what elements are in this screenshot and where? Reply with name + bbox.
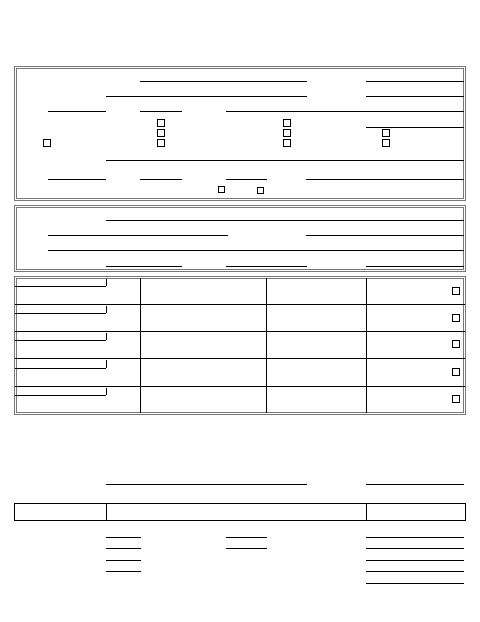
field-line[interactable] (366, 537, 464, 538)
field-line[interactable] (106, 548, 141, 549)
row-divider (15, 304, 465, 305)
row-field-line[interactable] (15, 368, 106, 369)
row-field-tick (106, 333, 107, 340)
field-line[interactable] (366, 266, 464, 267)
field-line[interactable] (366, 548, 464, 549)
field-line[interactable] (106, 96, 307, 97)
row-field-line[interactable] (15, 340, 106, 341)
column-divider (140, 278, 141, 413)
field-line[interactable] (106, 160, 464, 161)
checkbox[interactable] (382, 129, 390, 137)
field-line[interactable] (306, 235, 464, 236)
row-checkbox[interactable] (452, 287, 460, 295)
row-divider (15, 358, 465, 359)
column-divider (366, 278, 367, 413)
row-field-tick (106, 279, 107, 286)
section-a-frame (14, 66, 466, 201)
field-line[interactable] (106, 537, 141, 538)
field-line[interactable] (140, 81, 307, 82)
field-line[interactable] (106, 220, 464, 221)
field-line[interactable] (140, 179, 182, 180)
field-line[interactable] (48, 111, 106, 112)
field-line[interactable] (106, 266, 182, 267)
row-divider (15, 331, 465, 332)
footer-box[interactable] (14, 503, 466, 521)
checkbox[interactable] (157, 119, 165, 127)
field-line[interactable] (106, 571, 141, 572)
row-field-tick (106, 306, 107, 313)
checkbox[interactable] (157, 129, 165, 137)
field-line[interactable] (366, 96, 464, 97)
field-line[interactable] (366, 571, 464, 572)
checkbox[interactable] (157, 139, 165, 147)
checkbox[interactable] (382, 139, 390, 147)
field-line[interactable] (226, 111, 464, 112)
row-field-line[interactable] (15, 286, 106, 287)
field-line[interactable] (226, 548, 267, 549)
checkbox[interactable] (283, 139, 291, 147)
field-line[interactable] (366, 560, 464, 561)
checkbox[interactable] (283, 129, 291, 137)
field-line[interactable] (226, 179, 267, 180)
row-checkbox[interactable] (452, 368, 460, 376)
field-line[interactable] (48, 235, 228, 236)
row-field-line[interactable] (15, 395, 106, 396)
checkbox[interactable] (218, 186, 225, 193)
field-line[interactable] (366, 81, 464, 82)
checkbox[interactable] (43, 139, 51, 147)
field-line[interactable] (106, 560, 141, 561)
field-line[interactable] (226, 537, 267, 538)
row-field-tick (106, 388, 107, 395)
checkbox[interactable] (257, 187, 264, 194)
field-line[interactable] (106, 484, 307, 485)
row-field-tick (106, 360, 107, 368)
checkbox[interactable] (283, 119, 291, 127)
field-line[interactable] (306, 179, 464, 180)
field-line[interactable] (226, 266, 307, 267)
section-b-frame (14, 205, 466, 272)
field-line[interactable] (366, 583, 464, 584)
column-divider (366, 503, 367, 521)
column-divider (266, 278, 267, 413)
field-line[interactable] (366, 127, 464, 128)
row-divider (15, 386, 465, 387)
row-checkbox[interactable] (452, 314, 460, 322)
field-line[interactable] (48, 250, 464, 251)
field-line[interactable] (48, 179, 106, 180)
field-line[interactable] (366, 484, 464, 485)
field-line[interactable] (140, 111, 182, 112)
row-checkbox[interactable] (452, 340, 460, 348)
column-divider (106, 503, 107, 521)
row-checkbox[interactable] (452, 395, 460, 403)
row-field-line[interactable] (15, 313, 106, 314)
